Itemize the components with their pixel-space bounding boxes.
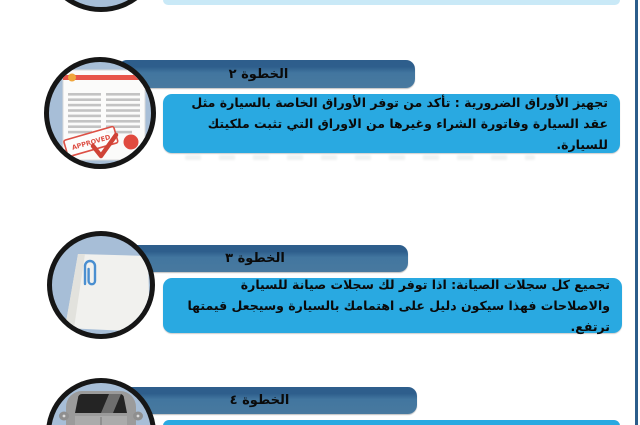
step-2-icon-circle — [44, 57, 156, 169]
step-3-title: الخطوة ٣ — [225, 251, 285, 266]
step-4-banner — [118, 387, 417, 414]
step-4-body-box — [163, 420, 620, 425]
approved-documents-icon — [49, 62, 151, 164]
svg-text:APPROVED: APPROVED — [70, 133, 112, 152]
step-2-banner — [118, 60, 415, 88]
previous-step-box-remnant — [163, 0, 620, 5]
step-2-title: الخطوة ٢ — [228, 66, 289, 82]
faded-text-artifact — [185, 155, 535, 160]
step-3-icon-circle — [47, 231, 155, 339]
step-2-body-text: تجهيز الأوراق الضرورية : تأكد من توفر الأوراق الخاصة بالسيارة مثل عقد السيارة وفاتورة الشراء وغيرها من الاوراق التي تثبت ملكيتك للسيارة. — [191, 95, 608, 152]
step-2-body-box — [163, 94, 620, 153]
step-3-body-box — [163, 278, 622, 333]
paperclip-note-icon — [52, 236, 150, 334]
step-4-icon-circle — [46, 378, 156, 425]
step-4-title: الخطوة ٤ — [229, 393, 290, 408]
step-3-banner — [118, 245, 408, 272]
page-right-border — [635, 0, 638, 425]
previous-step-circle-remnant — [40, 0, 162, 12]
step-3-body-text: تجميع كل سجلات الصيانة: اذا توفر لك سجلات صيانة للسيارة والاصلاحات فهذا سيكون دليل على اهتمامك بالسيارة وسيجعل قيمتها ترتفع. — [187, 277, 610, 334]
